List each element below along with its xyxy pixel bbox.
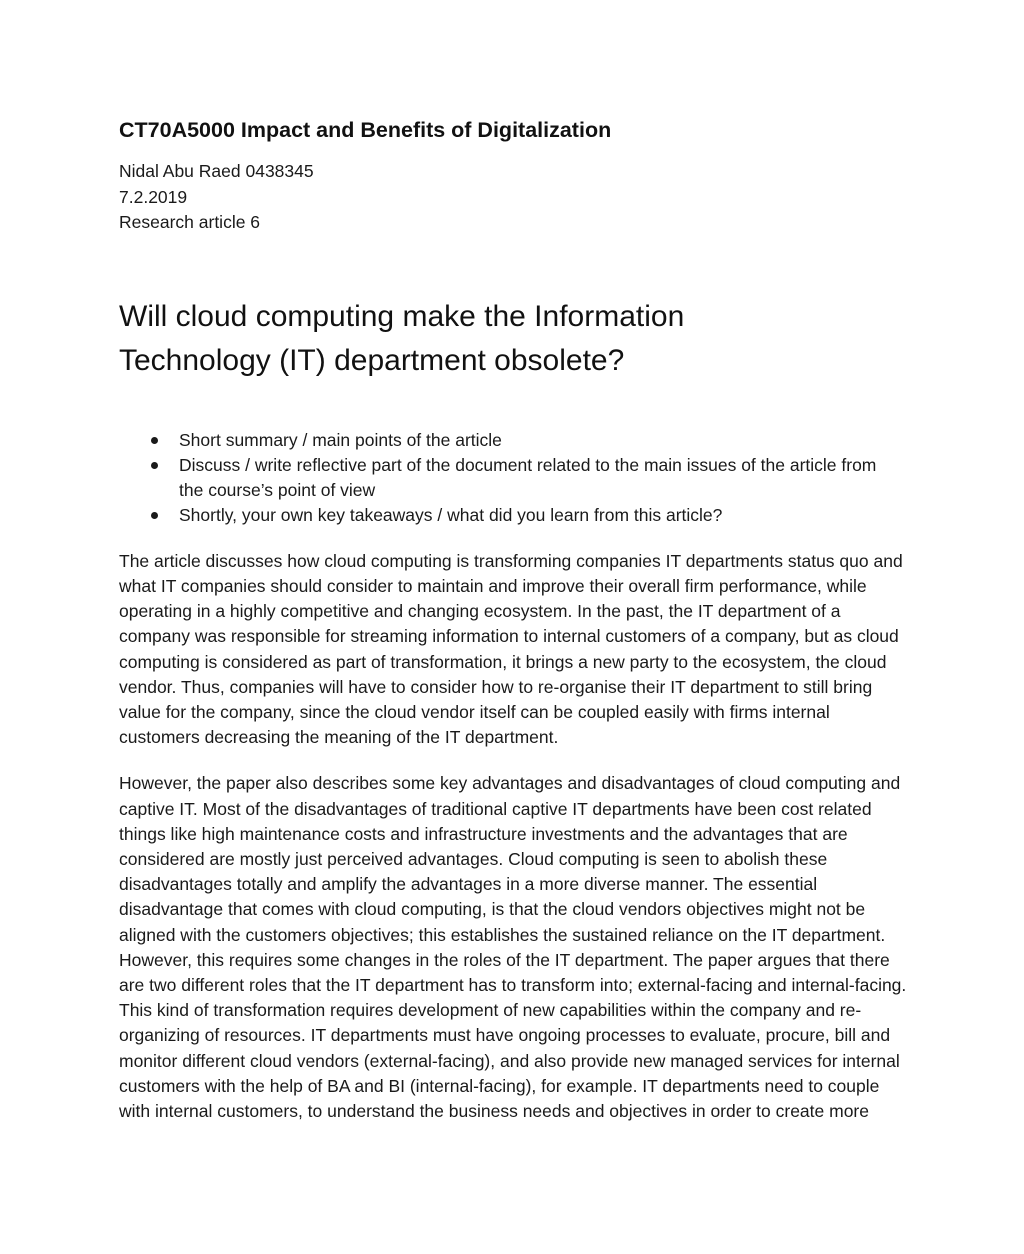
list-item-text: Short summary / main points of the article [179,429,502,450]
body-paragraph-analysis: However, the paper also describes some key advantages and disadvantages of cloud computing and captive IT. Most of the disadvantages of traditional captive IT departments have been cost related things like high maintenance costs and infrastructure investments and the advantages that are considered are mostly just perceived advantages. Cloud computing is seen to abolish these disadvantages totally and amplify the advantages in a more diverse manner. The essential disadvantage that comes with cloud computing, is that the cloud vendors objectives might not be aligned with the customers objectives; this establishes the sustained reliance on the IT department. However, this requires some changes in the roles of the IT department. The paper argues that there are two different roles that the IT department has to transform into; external-facing and internal-facing. This kind of transformation requires development of new capabilities within the company and re-organizing of resources. IT departments must have ongoing processes to evaluate, procure, bill and monitor different cloud vendors (external-facing), and also provide new managed services for internal customers with the help of BA and BI (internal-facing), for example. IT departments need to couple with internal customers, to understand the business needs and objectives in order to create more [119,773,907,1121]
list-item [151,453,899,504]
date-line: 7.2.2019 [119,186,188,207]
document-content [119,112,919,1124]
article-title: Will cloud computing make the Information Technology (IT) department obsolete? [119,299,685,377]
assignment-line: Research article 6 [119,212,261,232]
course-title: CT70A5000 Impact and Benefits of Digitalization [119,118,612,142]
author-line: Nidal Abu Raed 0438345 [119,161,314,181]
list-item-text: Discuss / write reflective part of the document related to the main issues of the article from the course’s point of view [179,454,877,501]
list-item-text: Shortly, your own key takeaways / what did you learn from this article? [179,505,723,526]
list-item [151,503,899,528]
list-item [151,428,899,453]
bullet-icon [151,462,158,469]
bullet-icon [151,437,158,444]
instructions-list [119,428,919,529]
bullet-icon [151,512,158,519]
body-paragraph-summary: The article discusses how cloud computing is transforming companies IT departments status quo and what IT companies should consider to maintain and improve their overall firm performance, while operating in a highly competitive and changing ecosystem. In the past, the IT department of a company was responsible for streaming information to internal customers of a company, but as cloud computing is considered as part of transformation, it brings a new party to the ecosystem, the cloud vendor. Thus, companies will have to consider how to re-organise their IT department to still bring value for the company, since the cloud vendor itself can be coupled easily with firms internal customers decreasing the meaning of the IT department. [119,550,903,748]
